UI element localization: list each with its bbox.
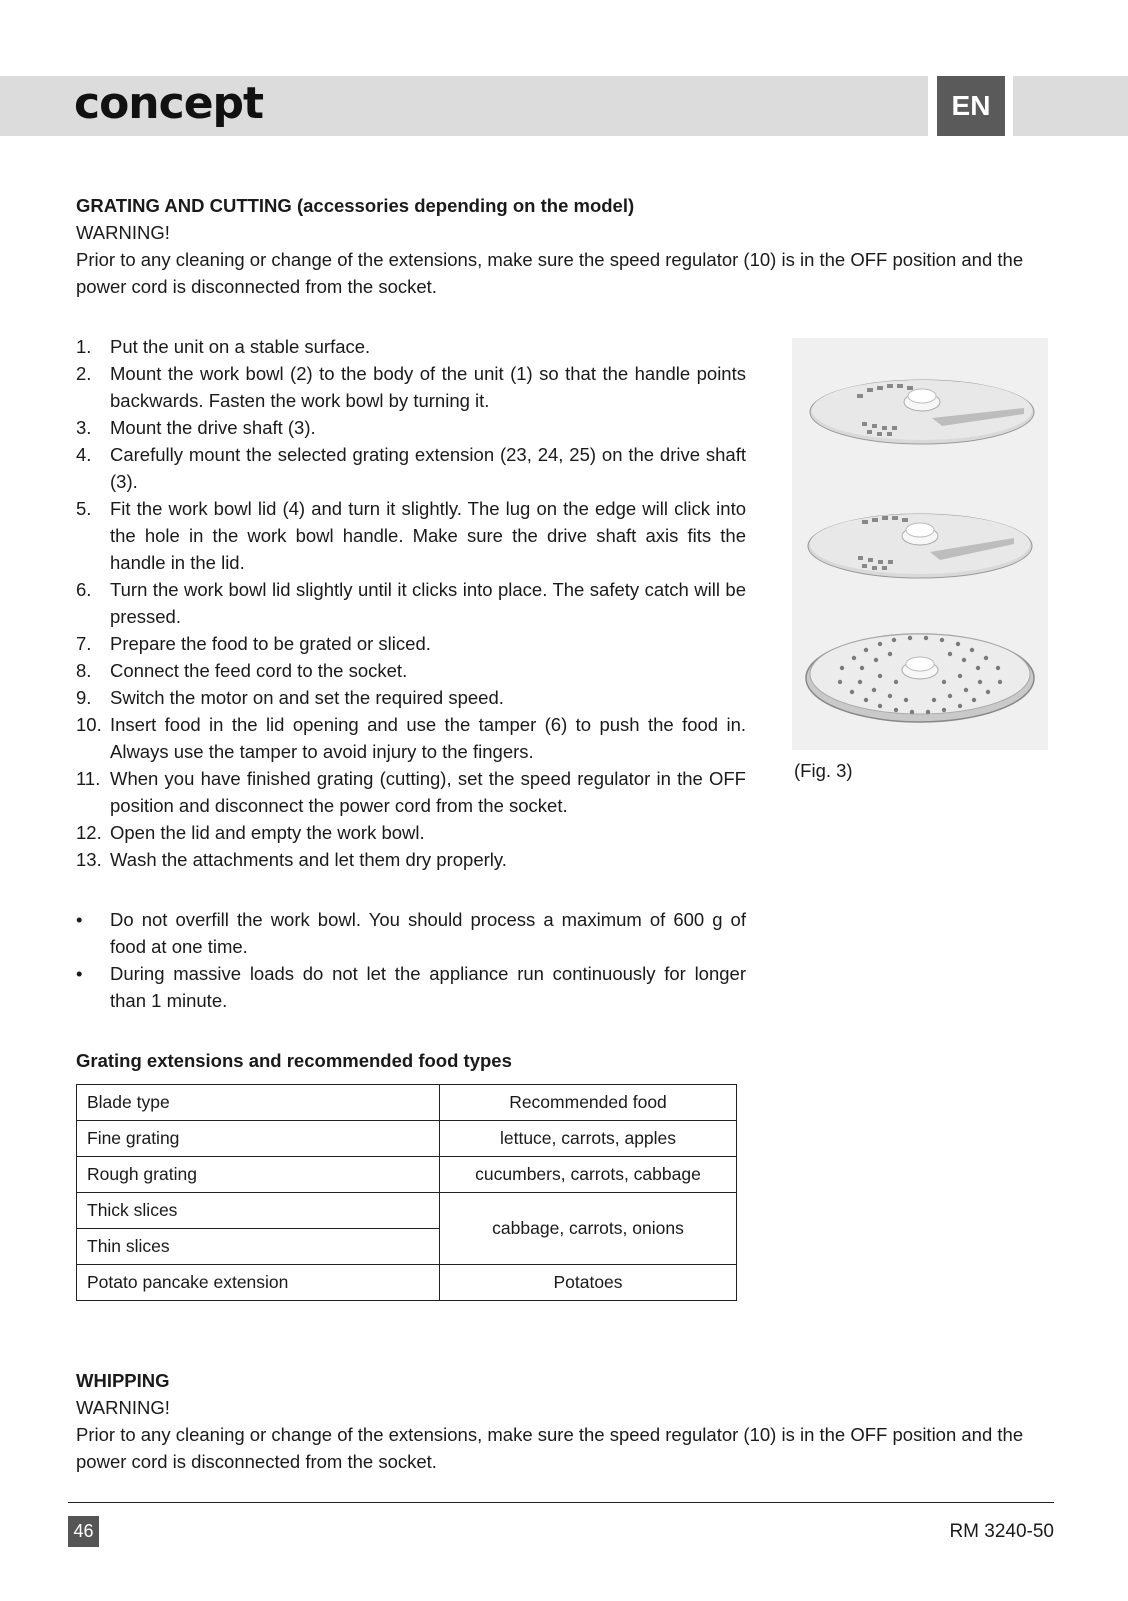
slicing-disc-thin-icon [808,514,1032,578]
step-number: 11. [76,768,101,789]
table-cell: Thin slices [77,1229,440,1265]
slicing-disc-thick-icon [810,380,1034,444]
brand-logo: concept [74,78,264,129]
bullet-icon: • [76,963,83,984]
step-number: 12. [76,822,102,843]
list-item [76,906,746,960]
table-cell: lettuce, carrots, apples [440,1121,737,1157]
step-text: Mount the work bowl (2) to the body of the unit (1) so that the handle points backwards. Fasten the work bowl by turning it. [110,363,746,411]
table-cell: Potatoes [440,1265,737,1301]
step-text: Put the unit on a stable surface. [110,336,371,357]
list-item [76,441,746,495]
step-number: 5. [76,498,92,519]
footer-divider [68,1502,1054,1503]
step-number: 9. [76,687,92,708]
grating-disc-icon [806,634,1034,722]
step-number: 1. [76,336,92,357]
step-text: Wash the attachments and let them dry properly. [110,849,507,870]
notes-list [76,906,746,1014]
steps-list [76,333,746,873]
step-text: Switch the motor on and set the required speed. [110,687,504,708]
step-number: 3. [76,417,92,438]
table-cell: cucumbers, carrots, cabbage [440,1157,737,1193]
step-number: 2. [76,363,92,384]
table-row [77,1265,737,1301]
step-text: Open the lid and empty the work bowl. [110,822,425,843]
bullet-icon: • [76,909,83,930]
model-number: RM 3240-50 [949,1521,1054,1542]
grating-discs-illustration [792,338,1048,750]
step-text: Turn the work bowl lid slightly until it clicks into place. The safety catch will be pressed. [110,579,746,627]
list-item [76,765,746,819]
table-header-cell: Blade type [77,1085,440,1121]
step-text: Connect the feed cord to the socket. [110,660,408,681]
table-row [77,1085,737,1121]
table-cell: Potato pancake extension [77,1265,440,1301]
list-item [76,657,746,684]
list-item [76,819,746,846]
warning-text: Prior to any cleaning or change of the extensions, make sure the speed regulator (10) is in the OFF position and the power cord is disconnected from the socket. [76,1424,1024,1472]
header-divider [928,76,937,136]
header-divider [1005,76,1013,136]
list-item [76,414,746,441]
list-item [76,684,746,711]
table-row [77,1157,737,1193]
table-header-cell: Recommended food [440,1085,737,1121]
blade-table [76,1084,737,1301]
table-title: Grating extensions and recommended food types [76,1050,512,1071]
table-row [77,1121,737,1157]
list-item [76,360,746,414]
table-cell: Rough grating [77,1157,440,1193]
note-text: Do not overfill the work bowl. You should process a maximum of 600 g of food at one time. [110,909,746,957]
step-text: Mount the drive shaft (3). [110,417,316,438]
step-text: Insert food in the lid opening and use the tamper (6) to push the food in. Always use the tamper to avoid injury to the fingers. [110,714,746,762]
step-number: 13. [76,849,102,870]
step-number: 4. [76,444,92,465]
table-cell: cabbage, carrots, onions [440,1193,737,1265]
step-number: 10. [76,714,102,735]
table-cell: Fine grating [77,1121,440,1157]
warning-text: Prior to any cleaning or change of the extensions, make sure the speed regulator (10) is in the OFF position and the power cord is disconnected from the socket. [76,249,1024,297]
step-number: 6. [76,579,92,600]
warning-label: WARNING! [76,222,170,243]
list-item [76,495,746,576]
list-item [76,960,746,1014]
step-text: Prepare the food to be grated or sliced. [110,633,431,654]
step-text: When you have finished grating (cutting), set the speed regulator in the OFF position and disconnect the power cord from the socket. [110,768,746,816]
table-cell: Thick slices [77,1193,440,1229]
step-text: Carefully mount the selected grating extension (23, 24, 25) on the drive shaft (3). [110,444,746,492]
step-number: 8. [76,660,92,681]
section-title-grating: GRATING AND CUTTING (accessories depending on the model) [76,195,635,216]
step-number: 7. [76,633,92,654]
list-item [76,333,746,360]
list-item [76,630,746,657]
note-text: During massive loads do not let the appliance run continuously for longer than 1 minute. [110,963,746,1011]
table-row [77,1193,737,1229]
list-item [76,576,746,630]
section-title-whipping: WHIPPING [76,1370,170,1391]
list-item [76,711,746,765]
figure-grating-discs [792,338,1048,750]
page-number: 46 [68,1516,99,1547]
language-badge: EN [937,76,1005,136]
step-text: Fit the work bowl lid (4) and turn it slightly. The lug on the edge will click into the hole in the work bowl handle. Make sure the drive shaft axis fits the handle in the lid. [110,498,746,573]
figure-caption: (Fig. 3) [794,760,853,781]
warning-label: WARNING! [76,1397,170,1418]
list-item [76,846,746,873]
